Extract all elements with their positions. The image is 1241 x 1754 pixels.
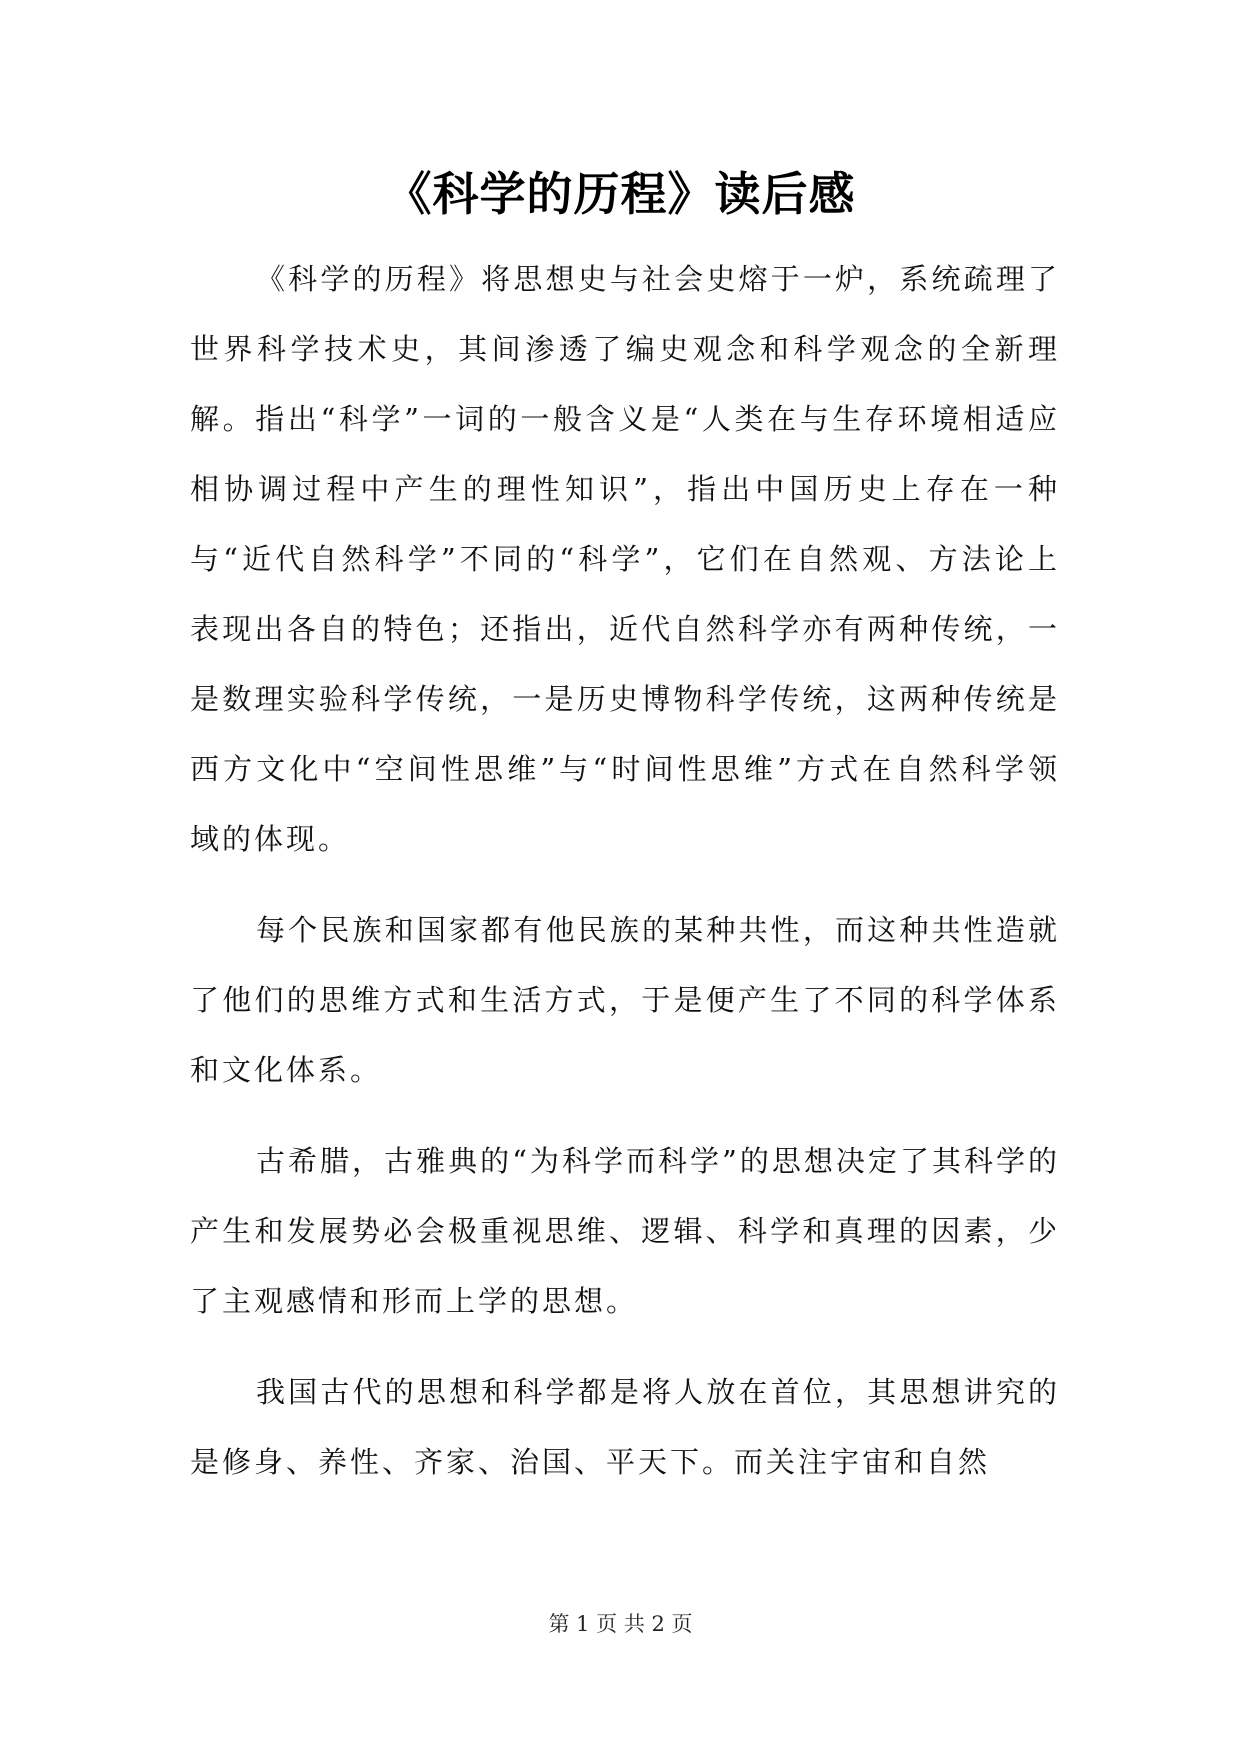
paragraph: 每个民族和国家都有他民族的某种共性，而这种共性造就了他们的思维方式和生活方式，于是便产生了不同的科学体系和文化体系。 xyxy=(190,913,1060,1087)
paragraph: 我国古代的思想和科学都是将人放在首位，其思想讲究的是修身、养性、齐家、治国、平天下。而关注宇宙和自然 xyxy=(190,1375,1060,1479)
paragraph: 古希腊，古雅典的“为科学而科学”的思想决定了其科学的产生和发展势必会极重视思维、逻辑、科学和真理的因素，少了主观感情和形而上学的思想。 xyxy=(190,1144,1060,1318)
document-title: 《科学的历程》读后感 xyxy=(385,167,856,221)
document-body xyxy=(190,244,1060,1518)
page-footer: 第 1 页 共 2 页 xyxy=(548,1612,693,1636)
paragraph: 《科学的历程》将思想史与社会史熔于一炉，系统疏理了世界科学技术史，其间渗透了编史观念和科学观念的全新理解。指出“科学”一词的一般含义是“人类在与生存环境相适应相协调过程中产生的理性知识”，指出中国历史上存在一种与“近代自然科学”不同的“科学”，它们在自然观、方法论上表现出各自的特色；还指出，近代自然科学亦有两种传统，一是数理实验科学传统，一是历史博物科学传统，这两种传统是西方文化中“空间性思维”与“时间性思维”方式在自然科学领域的体现。 xyxy=(190,262,1060,856)
